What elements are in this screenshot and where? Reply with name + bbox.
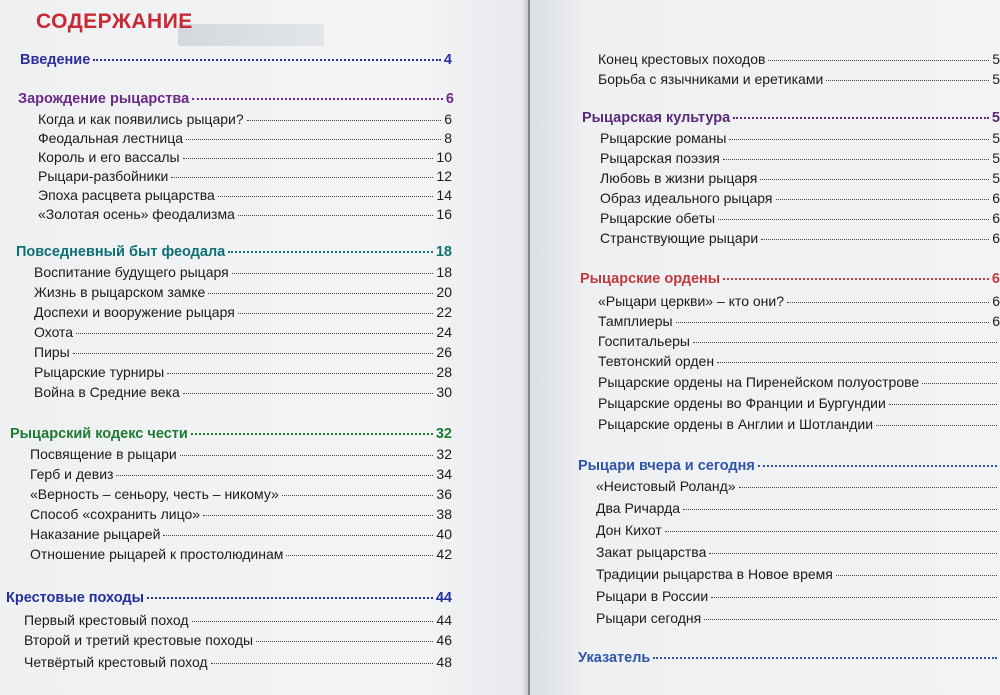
toc-item: Пиры 26 xyxy=(34,344,452,360)
toc-item: Странствующие рыцари 6 xyxy=(600,230,1000,246)
toc-item: Война в Средние века 30 xyxy=(34,384,452,400)
toc-item: Рыцарские романы 5 xyxy=(600,130,1000,146)
toc-item: Закат рыцарства xyxy=(596,544,1000,560)
toc-item: «Неистовый Роланд» xyxy=(596,478,1000,494)
toc-title: СОДЕРЖАНИЕ xyxy=(36,10,193,33)
toc-section: Рыцарская культура 5 xyxy=(582,110,1000,126)
toc-item: Воспитание будущего рыцаря 18 xyxy=(34,264,452,280)
toc-item: Рыцарские турниры 28 xyxy=(34,364,452,380)
toc-item: Второй и третий крестовые походы 46 xyxy=(24,632,452,648)
toc-item: Доспехи и вооружение рыцаря 22 xyxy=(34,304,452,320)
toc-section: Крестовые походы 44 xyxy=(6,590,452,606)
heading-decoration xyxy=(178,24,324,46)
toc-item: Рыцарские ордены на Пиренейском полуострове xyxy=(598,374,1000,390)
toc-item: Рыцари в России xyxy=(596,588,1000,604)
toc-section: Зарождение рыцарства 6 xyxy=(18,91,454,107)
toc-item: Два Ричарда xyxy=(596,500,1000,516)
toc-item: Традиции рыцарства в Новое время xyxy=(596,566,1000,582)
toc-item: Рыцари сегодня xyxy=(596,610,1000,626)
toc-item: Рыцарские ордены в Англии и Шотландии xyxy=(598,416,1000,432)
toc-item: Тамплиеры 6 xyxy=(598,313,1000,329)
toc-entry-intro: Введение 4 xyxy=(20,52,452,68)
toc-item: Отношение рыцарей к простолюдинам 42 xyxy=(30,546,452,562)
toc-item: Посвящение в рыцари 32 xyxy=(30,446,452,462)
toc-item: «Золотая осень» феодализма 16 xyxy=(38,206,452,222)
toc-section: Рыцарский кодекс чести 32 xyxy=(10,426,452,442)
toc-item: Конец крестовых походов 5 xyxy=(598,51,1000,67)
toc-item: Образ идеального рыцаря 6 xyxy=(600,190,1000,206)
toc-item: Борьба с язычниками и еретиками 5 xyxy=(598,71,1000,87)
toc-item: Рыцарская поэзия 5 xyxy=(600,150,1000,166)
toc-item: Жизнь в рыцарском замке 20 xyxy=(34,284,452,300)
toc-item: Рыцарские ордены во Франции и Бургундии xyxy=(598,395,1000,411)
toc-section-index: Указатель xyxy=(578,650,1000,666)
toc-item: Король и его вассалы 10 xyxy=(38,149,452,165)
toc-item: Феодальная лестница 8 xyxy=(38,130,452,146)
toc-item: Дон Кихот xyxy=(596,522,1000,538)
toc-section: Рыцарские ордены 6 xyxy=(580,271,1000,287)
right-page xyxy=(530,0,1000,695)
toc-item: Герб и девиз 34 xyxy=(30,466,452,482)
toc-item: «Верность – сеньору, честь – никому» 36 xyxy=(30,486,452,502)
toc-item: Госпитальеры xyxy=(598,333,1000,349)
toc-item: Тевтонский орден xyxy=(598,353,1000,369)
toc-item: Рыцарские обеты 6 xyxy=(600,210,1000,226)
toc-item: Любовь в жизни рыцаря 5 xyxy=(600,170,1000,186)
toc-item: Когда и как появились рыцари? 6 xyxy=(38,111,452,127)
toc-section: Повседневный быт феодала 18 xyxy=(16,244,452,260)
toc-item: Четвёртый крестовый поход 48 xyxy=(24,654,452,670)
toc-item: Рыцари-разбойники 12 xyxy=(38,168,452,184)
toc-item: Первый крестовый поход 44 xyxy=(24,612,452,628)
toc-section: Рыцари вчера и сегодня xyxy=(578,458,1000,474)
toc-item: Эпоха расцвета рыцарства 14 xyxy=(38,187,452,203)
toc-item: Способ «сохранить лицо» 38 xyxy=(30,506,452,522)
toc-item: Наказание рыцарей 40 xyxy=(30,526,452,542)
toc-item: Охота 24 xyxy=(34,324,452,340)
toc-item: «Рыцари церкви» – кто они? 6 xyxy=(598,293,1000,309)
